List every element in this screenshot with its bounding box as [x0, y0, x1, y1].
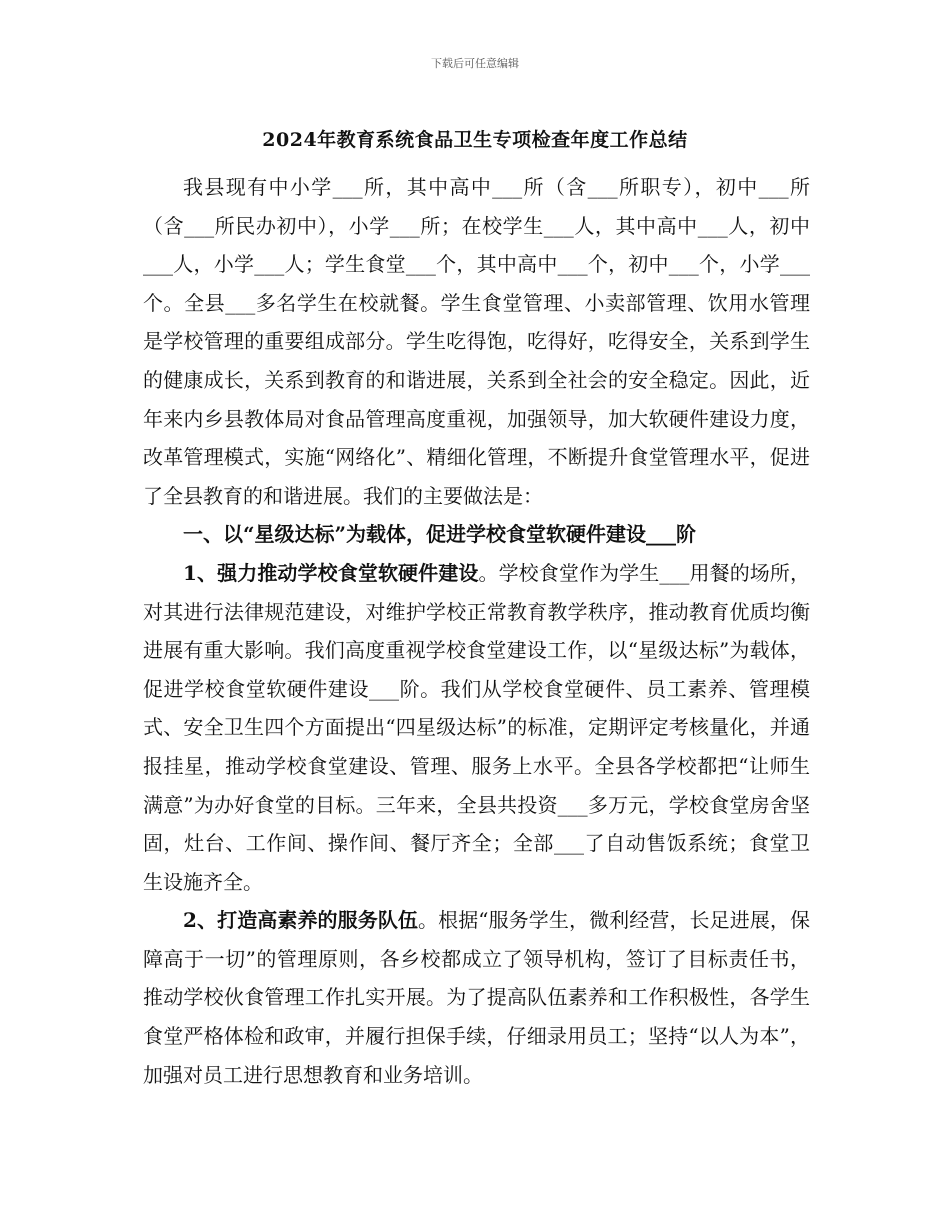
section-one-heading: 一、以“星级达标”为载体，促进学校食堂软硬件建设___阶 [183, 522, 697, 547]
intro-paragraph: 我县现有中小学___所，其中高中___所（含___所职专），初中___所（含___所民办初中），小学___所；在校学生___人，其中高中___人，初中___人，小学___人；学生食堂___个，其中高中___个，初中___个，小学___个。全县___多名学生在校就餐。学生食堂管理、小卖部管理、饮用水管理是学校管理的重要组成部分。学生吃得饱，吃得好，吃得安全，关系到学生的健康成长，关系到教育的和谐进展，关系到全社会的安全稳定。因此，近年来内乡县教体局对食品管理高度重视，加强领导，加大软硬件建设力度，改革管理模式，实施“网络化”、精细化管理，不断提升食堂管理水平，促进了全县教育的和谐进展。我们的主要做法是： [143, 175, 810, 508]
document-body [143, 168, 810, 1094]
item-two-paragraph [143, 901, 810, 1094]
document-title: 2024年教育系统食品卫生专项检查年度工作总结 [262, 129, 688, 151]
item-one-body: 。学校食堂作为学生___用餐的场所，对其进行法律规范建设，对维护学校正常教育教学秩序，推动教育优质均衡进展有重大影响。我们高度重视学校食堂建设工作，以“星级达标”为载体，促进学校食堂软硬件建设___阶。我们从学校食堂硬件、员工素养、管理模式、安全卫生四个方面提出“四星级达标”的标准，定期评定考核量化，并通报挂星，推动学校食堂建设、管理、服务上水平。全县各学校都把“让师生满意”为办好食堂的目标。三年来，全县共投资___多万元，学校食堂房舍坚固，灶台、工作间、操作间、餐厅齐全；全部___了自动售饭系统；食堂卫生设施齐全。 [143, 560, 811, 894]
item-one-paragraph [143, 554, 810, 901]
item-one-lead: 1、强力推动学校食堂软硬件建设 [183, 560, 479, 585]
header-note: 下载后可任意编辑 [431, 57, 519, 70]
item-two-lead: 2、打造高素养的服务队伍 [183, 908, 419, 933]
item-two-body: 。根据“服务学生，微利经营，长足进展，保障高于一切”的管理原则，各乡校都成立了领导机构，签订了目标责任书，推动学校伙食管理工作扎实开展。为了提高队伍素养和工作积极性，各学生食堂严格体检和政审，并履行担保手续，仔细录用员工；坚持“以人为本”，加强对员工进行思想教育和业务培训。 [143, 908, 810, 1087]
